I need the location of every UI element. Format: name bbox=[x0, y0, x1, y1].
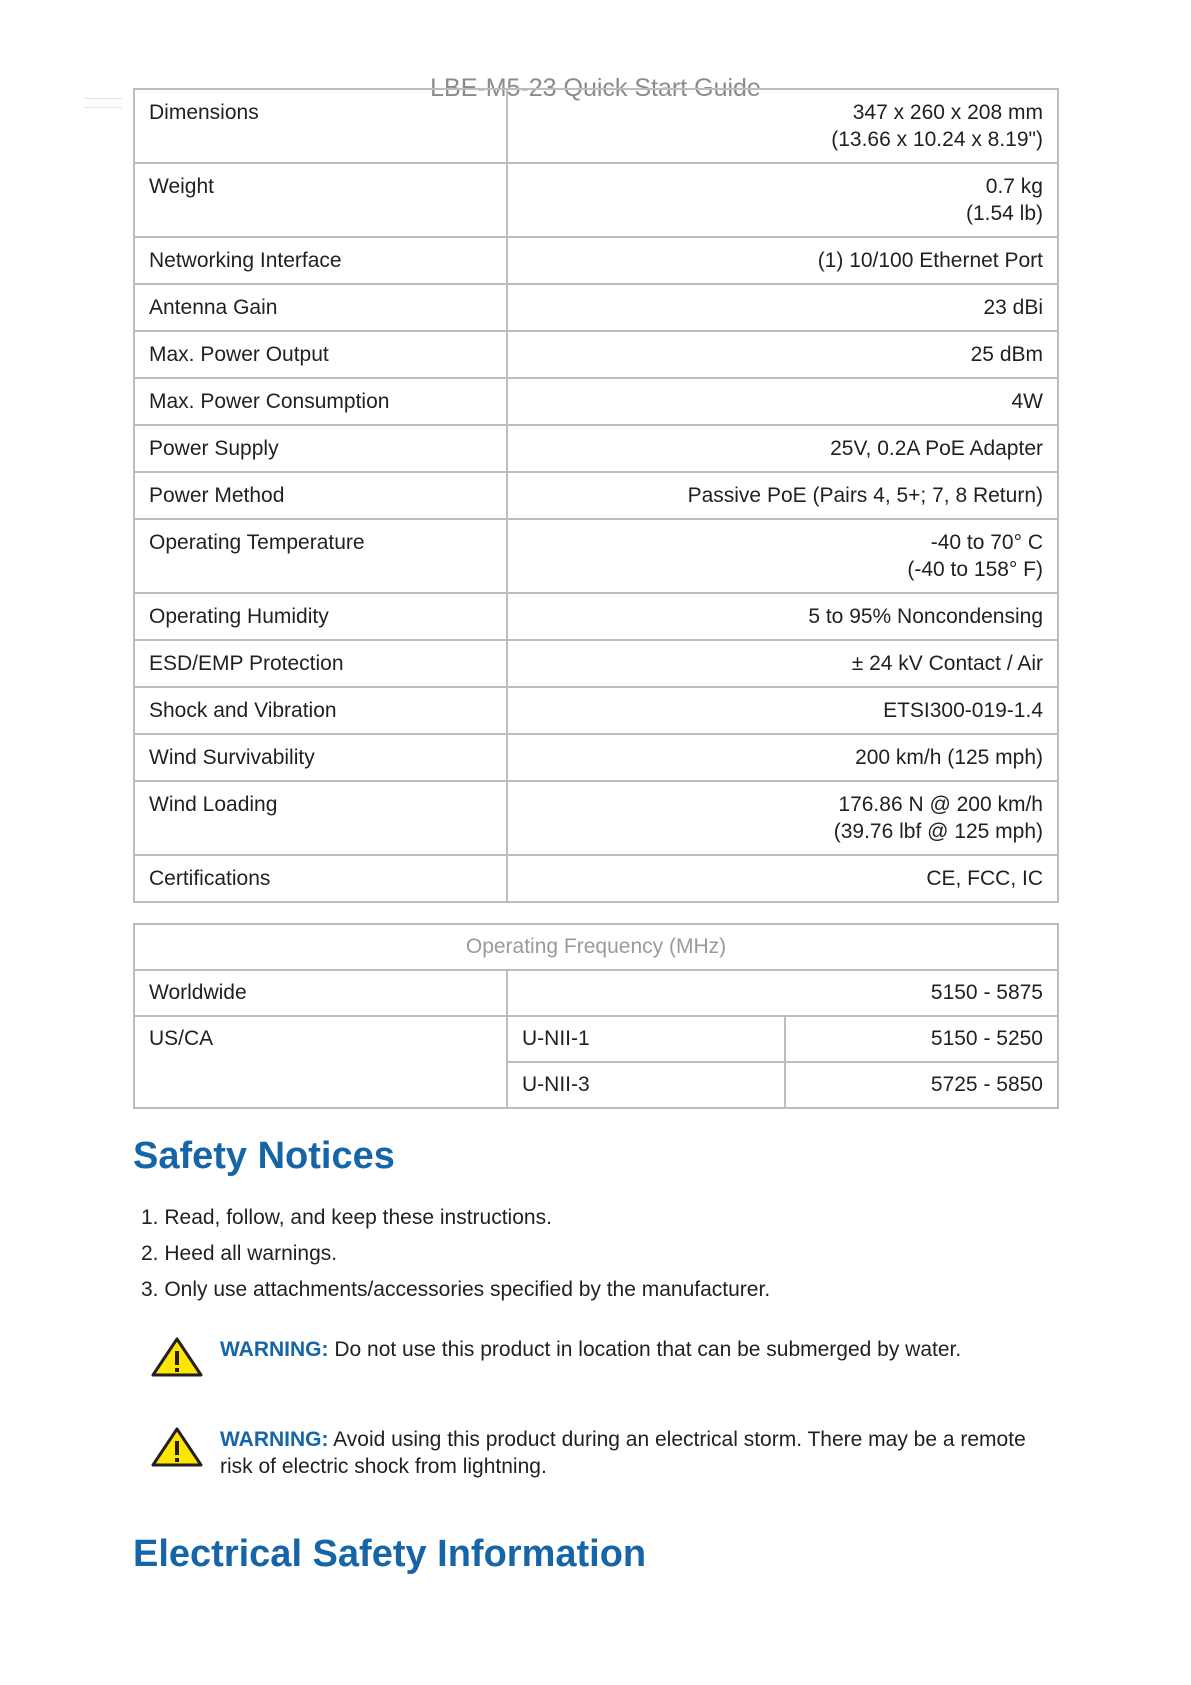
operating-frequency-table bbox=[133, 923, 1059, 1109]
spec-row bbox=[134, 284, 1058, 331]
warning-triangle-icon bbox=[150, 1336, 204, 1385]
electrical-safety-heading: Electrical Safety Information bbox=[133, 1533, 647, 1575]
spec-value bbox=[507, 425, 1058, 472]
spec-label: Operating Temperature bbox=[134, 519, 507, 593]
spec-row bbox=[134, 734, 1058, 781]
spec-row bbox=[134, 163, 1058, 237]
warning-electrical-storm bbox=[150, 1426, 1050, 1480]
frequency-range: 5150 - 5875 bbox=[507, 970, 1058, 1016]
spec-value bbox=[507, 519, 1058, 593]
specifications-table bbox=[133, 88, 1059, 903]
frequency-table-title: Operating Frequency (MHz) bbox=[134, 924, 1058, 970]
spec-value-line: (13.66 x 10.24 x 8.19") bbox=[831, 128, 1043, 151]
spec-label: Networking Interface bbox=[134, 237, 507, 284]
spec-value-line: 176.86 N @ 200 km/h bbox=[838, 793, 1043, 816]
safety-instruction-item: 2. Heed all warnings. bbox=[141, 1242, 338, 1265]
spec-value-line: 5 to 95% Noncondensing bbox=[808, 605, 1043, 628]
spec-row bbox=[134, 331, 1058, 378]
spec-value bbox=[507, 687, 1058, 734]
spec-value-line: 4W bbox=[1011, 390, 1043, 413]
warning-label: WARNING: bbox=[220, 1428, 329, 1451]
safety-instruction-item: 1. Read, follow, and keep these instructions. bbox=[141, 1206, 552, 1229]
spec-label: Max. Power Output bbox=[134, 331, 507, 378]
spec-row bbox=[134, 593, 1058, 640]
spec-value-line: (39.76 lbf @ 125 mph) bbox=[833, 820, 1043, 843]
spec-value-line: ± 24 kV Contact / Air bbox=[851, 652, 1043, 675]
spec-label: Shock and Vibration bbox=[134, 687, 507, 734]
spec-value bbox=[507, 331, 1058, 378]
safety-instruction-item: 3. Only use attachments/accessories specified by the manufacturer. bbox=[141, 1278, 771, 1301]
spec-row bbox=[134, 378, 1058, 425]
frequency-range: 5725 - 5850 bbox=[785, 1062, 1058, 1108]
warning-triangle-icon bbox=[150, 1426, 204, 1475]
spec-value bbox=[507, 378, 1058, 425]
spec-value-line: ETSI300-019-1.4 bbox=[883, 699, 1043, 722]
spec-value-line: (1) 10/100 Ethernet Port bbox=[817, 249, 1043, 272]
spec-value-line: (1.54 lb) bbox=[965, 202, 1043, 225]
spec-row bbox=[134, 89, 1058, 163]
spec-label: Antenna Gain bbox=[134, 284, 507, 331]
spec-row bbox=[134, 425, 1058, 472]
frequency-band-label: U-NII-1 bbox=[507, 1016, 785, 1062]
page-header-title: LBE-M5-23 Quick Start Guide bbox=[430, 74, 761, 102]
warning-label: WARNING: bbox=[220, 1338, 329, 1361]
warning-message bbox=[220, 1426, 1050, 1480]
spec-value-line: 200 km/h (125 mph) bbox=[855, 746, 1043, 769]
spec-value bbox=[507, 163, 1058, 237]
spec-label: Operating Humidity bbox=[134, 593, 507, 640]
warning-text: Avoid using this product during an electrical storm. There may be a remote risk of electric shock from lightning. bbox=[220, 1428, 1026, 1478]
spec-value-line: 25V, 0.2A PoE Adapter bbox=[830, 437, 1043, 460]
spec-label: Wind Survivability bbox=[134, 734, 507, 781]
spec-row bbox=[134, 519, 1058, 593]
warning-text: Do not use this product in location that can be submerged by water. bbox=[328, 1338, 962, 1361]
spec-label: Power Method bbox=[134, 472, 507, 519]
spec-value-line: 23 dBi bbox=[983, 296, 1043, 319]
frequency-row-usca-1 bbox=[134, 1016, 1058, 1062]
spec-row bbox=[134, 855, 1058, 902]
frequency-range: 5150 - 5250 bbox=[785, 1016, 1058, 1062]
spec-row bbox=[134, 640, 1058, 687]
spec-value bbox=[507, 89, 1058, 163]
spec-label: Certifications bbox=[134, 855, 507, 902]
spec-value-line: -40 to 70° C bbox=[930, 531, 1043, 554]
spec-value-line: (-40 to 158° F) bbox=[907, 558, 1043, 581]
spec-row bbox=[134, 781, 1058, 855]
spec-value bbox=[507, 781, 1058, 855]
spec-label: Power Supply bbox=[134, 425, 507, 472]
spec-label: ESD/EMP Protection bbox=[134, 640, 507, 687]
spec-label: Weight bbox=[134, 163, 507, 237]
safety-notices-heading: Safety Notices bbox=[133, 1135, 395, 1177]
spec-value bbox=[507, 640, 1058, 687]
spec-table-container bbox=[133, 101, 1059, 909]
spec-value bbox=[507, 237, 1058, 284]
spec-value bbox=[507, 472, 1058, 519]
spec-value bbox=[507, 284, 1058, 331]
warning-message bbox=[220, 1336, 1050, 1363]
spec-value-line: 347 x 260 x 208 mm bbox=[852, 101, 1043, 124]
spec-value-line: CE, FCC, IC bbox=[926, 867, 1043, 890]
frequency-row-worldwide bbox=[134, 970, 1058, 1016]
safety-instructions-list bbox=[141, 1200, 770, 1308]
spec-label: Dimensions bbox=[134, 89, 507, 163]
spec-row bbox=[134, 237, 1058, 284]
spec-row bbox=[134, 687, 1058, 734]
spec-value bbox=[507, 734, 1058, 781]
frequency-region-label: Worldwide bbox=[134, 970, 507, 1016]
warning-submerged bbox=[150, 1336, 1050, 1363]
frequency-title-row bbox=[134, 924, 1058, 970]
spec-value-line: Passive PoE (Pairs 4, 5+; 7, 8 Return) bbox=[687, 484, 1043, 507]
spec-value bbox=[507, 855, 1058, 902]
spec-label: Max. Power Consumption bbox=[134, 378, 507, 425]
spec-value-line: 25 dBm bbox=[970, 343, 1043, 366]
spec-label: Wind Loading bbox=[134, 781, 507, 855]
frequency-band-label: U-NII-3 bbox=[507, 1062, 785, 1108]
frequency-region-label: US/CA bbox=[134, 1016, 507, 1108]
spec-value-line: 0.7 kg bbox=[985, 175, 1043, 198]
spec-row bbox=[134, 472, 1058, 519]
spec-value bbox=[507, 593, 1058, 640]
